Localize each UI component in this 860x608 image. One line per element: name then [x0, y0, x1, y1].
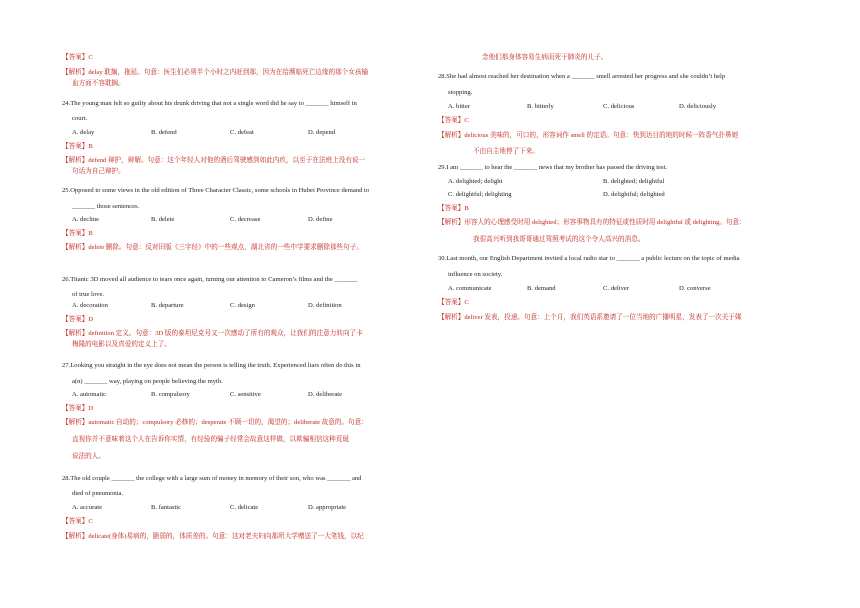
q26-option-b: B. departure [151, 302, 184, 309]
q28b-option-a: A. bitter [448, 103, 470, 110]
q28-option-a: A. accurate [72, 504, 103, 511]
q26-explanation-line1: 【解析】definition 定义。句意：3D 版的泰坦尼克号又一次感动了所有的观众，让我们的注意力转向了卡 [62, 330, 363, 337]
q24-stem-line2: court. [72, 115, 88, 122]
q26-option-d: D. definition [308, 302, 342, 309]
q27-answer: 【答案】D [62, 405, 94, 412]
q27-stem-line2: a(n) _______ way, playing on people believing the myth. [72, 378, 223, 385]
q25-stem-line2: _______ those sentences. [72, 203, 140, 210]
q30-option-a: A. communicate [448, 285, 492, 292]
q27-explanation-line3: 说法的人。 [72, 453, 105, 460]
q28b-explanation-line2: 不由自主地停了下来。 [473, 148, 539, 155]
q28b-explanation-line1: 【解析】delicious 美味的，可口的，形容词作 smell 的定语。句意：快到达目的地的时候一阵香气扑鼻她 [438, 132, 739, 139]
q24-option-d: D. depend [308, 129, 336, 136]
q28b-option-c: C. delicious [603, 103, 635, 110]
q26-answer: 【答案】D [62, 316, 94, 323]
q30-answer: 【答案】C [438, 299, 469, 306]
q25-option-b: B. delete [151, 216, 175, 223]
q28-stem-line1: 28.The old couple _______ the college with a large sum of money in memory of their son, who was _______ and [62, 475, 362, 482]
q27-option-c: C. sensitive [230, 391, 261, 398]
q28-option-c: C. delicate [230, 504, 259, 511]
q28-stem-line2: died of pneumonia. [72, 490, 124, 497]
q29-answer: 【答案】B [438, 205, 469, 212]
q29-explanation-line1: 【解析】形容人的心理感受时用 delighted；形容事物具有的特征或性质时用 delightful 或 delighting。句意： [438, 219, 746, 226]
q29-stem-line1: 29.I am _______ to hear the _______ news that my brother has passed the driving test. [438, 164, 668, 171]
q29-option-d: D. delightful; delighted [603, 191, 665, 198]
q28b-option-b: B. bitterly [527, 103, 554, 110]
q29-explanation-line2: 我很高兴听到我哥哥通过驾照考试的这个令人高兴的消息。 [473, 236, 645, 243]
q23-explanation-line1: 【解析】delay 耽搁，拖延。句意：医生们必须半个小时之内赶到那，因为在给濒临死亡边缘的那个女孩输 [62, 69, 369, 76]
q25-option-c: C. decrease [230, 216, 261, 223]
q24-option-c: C. defeat [230, 129, 254, 136]
q29-option-b: B. delighted; delightful [603, 178, 665, 185]
q27-explanation-line1: 【解析】automatic 自动的；compulsory 必修的；desperate 不顾一切的，渴望的；deliberate 故意的。句意： [62, 419, 368, 426]
q26-explanation-line2: 梅隆的电影以及真爱的定义上了。 [72, 341, 171, 348]
q26-option-a: A. decoration [72, 302, 108, 309]
q24-answer: 【答案】B [62, 143, 93, 150]
q28-option-d: D. appropriate [308, 504, 347, 511]
q26-option-c: C. design [230, 302, 255, 309]
q30-stem-line2: influence on society. [448, 271, 503, 278]
q25-answer: 【答案】B [62, 230, 93, 237]
q24-option-a: A. delay [72, 129, 95, 136]
q30-option-d: D. converse [679, 285, 711, 292]
q30-stem-line1: 30.Last month, our English Department invited a local radio star to _______ a public lecture on the topic of media [438, 255, 740, 262]
q25-option-d: D. define [308, 216, 333, 223]
q28b-stem-line1: 28.She had almost reached her destination when a _______ smell arrested her progress and she couldn’t help [438, 73, 726, 80]
q29-option-a: A. delighted; delight [448, 178, 503, 185]
q27-explanation-line2: 直视你并不意味着这个人在告诉你实情，有经验的骗子经常会故意这样做，以欺骗相信这种荒诞 [72, 436, 349, 443]
q30-option-b: B. demand [527, 285, 556, 292]
q24-option-b: B. defend [151, 129, 177, 136]
q27-stem-line1: 27.Looking you straight in the eye does not mean the person is telling the truth. Experienced liars often do this in [62, 362, 361, 369]
q23-explanation-line2: 血方面不容耽搁。 [72, 80, 125, 87]
q25-stem-line1: 25.Opposed to some views in the old edition of Three Character Classic, some schools in Hubei Province demand to [62, 187, 370, 194]
q28-option-b: B. fantastic [151, 504, 182, 511]
q28-explanation-continuation: 念他们那身体容易生病而死于肺炎的儿子。 [482, 54, 608, 61]
q24-stem-line1: 24.The young man felt so guilty about his drunk driving that not a single word did he say to _______ himself in [62, 100, 357, 107]
q26-stem-line1: 26.Titanic 3D moved all audience to tears once again, turning our attention to Cameron’s films and the _______ [62, 276, 358, 283]
q27-option-b: B. compulsory [151, 391, 190, 398]
q28-explanation-line1: 【解析】delicate(身体)易病的，脆弱的，体质差的。句意：这对老夫妇向那所大学赠送了一大笔钱，以纪 [62, 533, 364, 540]
q26-stem-line2: of true love. [72, 291, 105, 298]
q25-option-a: A. decline [72, 216, 100, 223]
q28b-option-d: D. deliciously [679, 103, 716, 110]
q28-answer: 【答案】C [62, 518, 93, 525]
q30-explanation-line1: 【解析】deliver 发表，投递。句意：上个月，我们英语系邀请了一位当地的广播明星，发表了一次关于媒 [438, 314, 742, 321]
q23-answer: 【答案】C [62, 54, 93, 61]
q30-option-c: C. deliver [603, 285, 630, 292]
q28b-answer: 【答案】C [438, 117, 469, 124]
q27-option-a: A. automatic [72, 391, 107, 398]
q29-option-c: C. delightful; delighting [448, 191, 512, 198]
q24-explanation-line2: 句话为自己辩护。 [72, 168, 125, 175]
q24-explanation-line1: 【解析】defend 辩护，辩解。句意：这个年轻人对他的酒后驾驶感到如此内疚，以至于在法庭上没有说一 [62, 157, 366, 164]
q27-option-d: D. deliberate [308, 391, 343, 398]
q25-explanation-line1: 【解析】delete 删除。句意：反对旧版《三字经》中的一些观点，湖北省的一些中学要求删除那些句子。 [62, 244, 363, 251]
q28b-stem-line2: stopping. [448, 89, 473, 96]
